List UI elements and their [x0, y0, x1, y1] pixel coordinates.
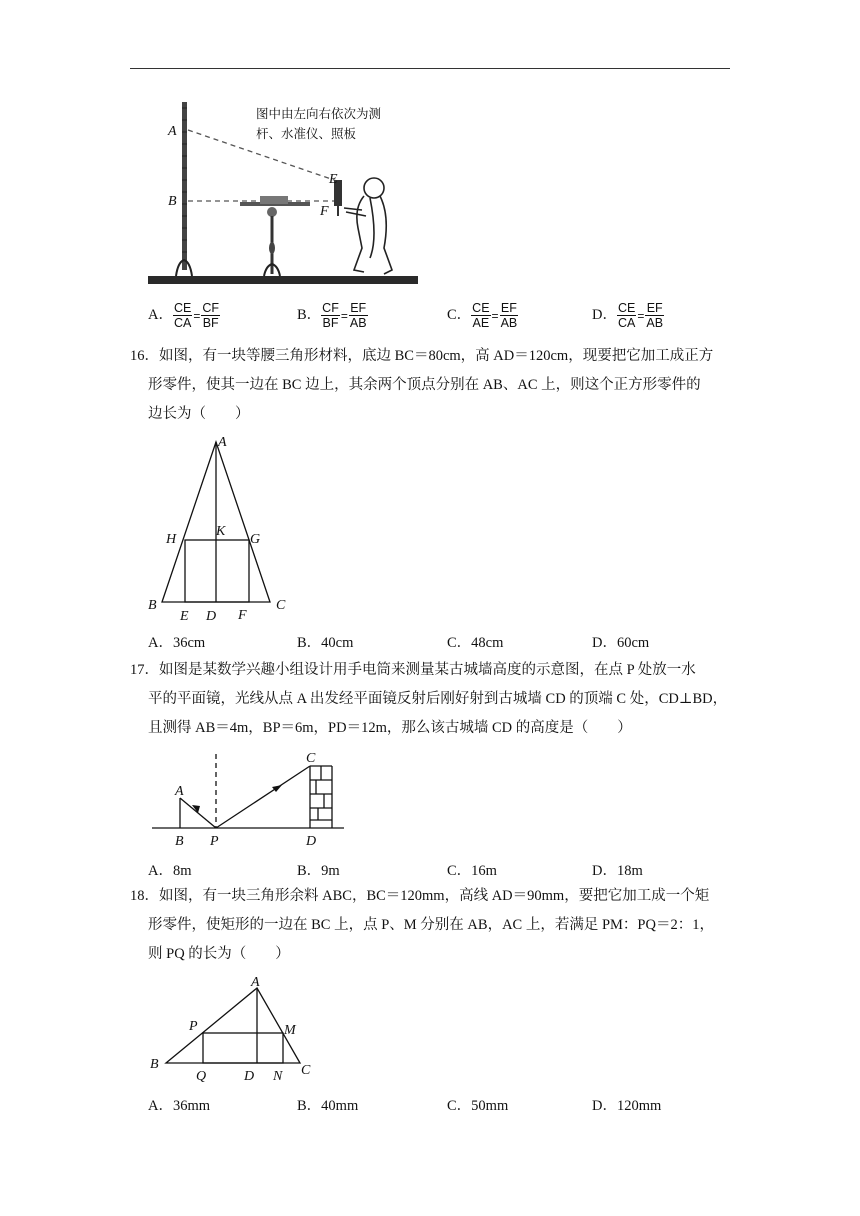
denominator: BF [322, 316, 339, 330]
label-c: C [276, 598, 286, 613]
note-line-1: 图中由左向右依次为测 [256, 106, 382, 121]
label-b: B [150, 1057, 159, 1072]
numerator: CE [617, 301, 636, 315]
q16-figure [140, 432, 300, 626]
ground [148, 276, 418, 284]
q15-figure [148, 98, 418, 292]
question-line: 17．如图是某数学兴趣小组设计用手电筒来测量某古城墙高度的示意图，在点 P 处放一水 [130, 662, 696, 678]
label-p: P [189, 1019, 198, 1034]
q17-option-d[interactable]: D．18m [592, 863, 643, 879]
square-hefg [185, 540, 249, 602]
q16-question-text [130, 342, 730, 429]
denominator: AB [500, 316, 518, 330]
q15-option-d[interactable] [592, 301, 664, 330]
label-a: A [218, 435, 227, 450]
q18-option-d[interactable]: D．120mm [592, 1098, 662, 1114]
q17-option-c[interactable]: C．16m [447, 863, 497, 879]
option-letter: B． [297, 306, 322, 323]
numerator: CF [202, 301, 220, 315]
denominator: CA [173, 316, 192, 330]
q15-option-b[interactable] [297, 301, 368, 330]
denominator: BF [202, 316, 219, 330]
q15-option-a[interactable] [148, 301, 220, 330]
label-m: M [284, 1023, 296, 1038]
label-h: H [166, 532, 177, 547]
q17-option-a[interactable]: A．8m [148, 863, 192, 879]
label-q: Q [196, 1069, 207, 1084]
question-line: 18．如图，有一块三角形余料 ABC，BC＝120mm，高线 AD＝90mm，要把它加工成一个矩 [130, 888, 710, 904]
label-k: K [216, 524, 226, 539]
label-g: G [250, 532, 261, 547]
q15-option-c[interactable] [447, 301, 518, 330]
label-a: A [251, 975, 260, 990]
question-line: 边长为（ ） [148, 406, 250, 422]
label-b: B [148, 598, 157, 613]
option-letter: D． [592, 306, 617, 323]
numerator: EF [500, 301, 517, 315]
label-a: A [168, 124, 177, 139]
label-n: N [273, 1069, 283, 1084]
q17-question-text [130, 656, 730, 743]
question-line: 平的平面镜，光线从点 A 出发经平面镜反射后刚好射到古城墙 CD 的顶端 C 处，CD⊥BD， [148, 691, 728, 707]
q16-option-d[interactable]: D．60cm [592, 635, 650, 651]
option-letter: A． [148, 306, 173, 323]
label-c: C [306, 751, 316, 766]
numerator: CE [472, 301, 490, 315]
equals-sign: = [491, 308, 499, 323]
label-e: E [180, 609, 189, 624]
q17-figure [148, 746, 348, 852]
q16-option-a[interactable]: A．36cm [148, 635, 206, 651]
numerator: CE [173, 301, 192, 315]
triangle-abc [166, 988, 300, 1063]
q18-option-b[interactable]: B．40mm [297, 1098, 359, 1114]
equals-sign: = [637, 308, 645, 323]
label-f: F [238, 608, 247, 623]
label-d: D [206, 609, 217, 624]
q16-option-b[interactable]: B．40cm [297, 635, 354, 651]
label-p: P [210, 834, 219, 849]
label-a: A [175, 784, 184, 799]
numerator: EF [646, 301, 663, 315]
denominator: AB [349, 316, 367, 330]
question-line: 16．如图，有一块等腰三角形材料，底边 BC＝80cm，高 AD＝120cm，现要把它加工成正方 [130, 348, 714, 364]
equals-sign: = [193, 308, 201, 323]
q18-question-text [130, 882, 730, 969]
label-d: D [244, 1069, 255, 1084]
header-rule [130, 68, 730, 69]
option-letter: C． [447, 306, 472, 323]
question-line: 且测得 AB＝4m，BP＝6m，PD＝12m，那么该古城墙 CD 的高度是（ ） [148, 720, 632, 736]
q18-option-a[interactable]: A．36mm [148, 1098, 211, 1114]
label-b: B [175, 834, 184, 849]
label-c: C [301, 1063, 311, 1078]
question-line: 形零件，使矩形的一边在 BC 上，点 P、M 分别在 AB，AC 上，若满足 PM：PQ＝2：1， [148, 917, 714, 933]
measuring-pole [182, 102, 187, 270]
numerator: CF [322, 301, 339, 315]
label-d: D [306, 834, 317, 849]
numerator: EF [350, 301, 367, 315]
label-f: F [320, 204, 329, 219]
ray-pc [216, 766, 310, 828]
question-line: 形零件，使其一边在 BC 边上，其余两个顶点分别在 AB、AC 上，则这个正方形零件的 [148, 377, 701, 393]
denominator: AE [472, 316, 490, 330]
label-e: E [329, 172, 338, 187]
denominator: AB [646, 316, 664, 330]
rectangle-pqnm [203, 1033, 283, 1063]
equals-sign: = [340, 308, 348, 323]
denominator: CA [617, 316, 636, 330]
label-b: B [168, 194, 177, 209]
q18-figure [146, 972, 326, 1084]
note-line-2: 杆、水准仪、照板 [256, 126, 357, 141]
q17-option-b[interactable]: B．9m [297, 863, 340, 879]
q18-option-c[interactable]: C．50mm [447, 1098, 509, 1114]
q16-option-c[interactable]: C．48cm [447, 635, 504, 651]
question-line: 则 PQ 的长为（ ） [148, 946, 290, 962]
arrow-head-2 [272, 785, 282, 792]
